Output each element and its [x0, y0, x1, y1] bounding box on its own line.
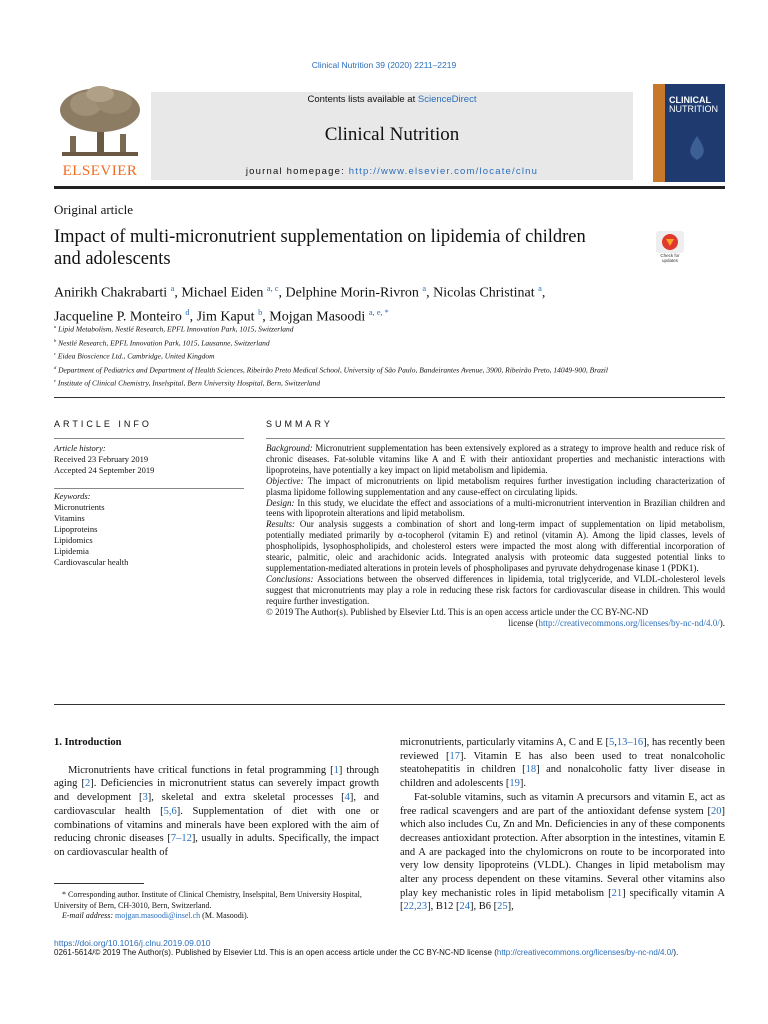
- author-affiliation-marker[interactable]: a, c: [266, 284, 279, 293]
- paragraph-text: ], B12 [: [427, 901, 460, 913]
- paragraph-text: Micronutrients have critical functions in fetal programming [: [68, 764, 334, 776]
- reference-link[interactable]: 20: [711, 805, 722, 817]
- reference-link[interactable]: 5: [609, 737, 615, 748]
- article-history: [54, 443, 244, 476]
- elsevier-logo[interactable]: [54, 84, 146, 182]
- intro-paragraph: [400, 736, 725, 791]
- intro-paragraph: [54, 764, 379, 860]
- keyword-item: Micronutrients: [54, 502, 105, 512]
- footnote-rule: [54, 883, 144, 884]
- paragraph-text: ], B6 [: [470, 901, 498, 913]
- paragraph-text: ]. Supplementation of diet with one or combinations of vitamins and minerals have been explored with the aim of reducing chronic diseases [: [54, 805, 379, 845]
- divider: [266, 438, 725, 439]
- cover-drop-icon: [653, 84, 725, 182]
- summary-design: Design: In this study, we elucidate the effect and associations of a multi-micronutrient intervention in Brazilian children and teens with lipoprotein alterations and lipid metabolism.: [266, 497, 725, 519]
- elsevier-wordmark: ELSEVIER: [62, 163, 138, 179]
- article-type: Original article: [54, 202, 134, 217]
- paragraph-text: ], and cardiovascular health [: [54, 792, 379, 817]
- keyword-item: Vitamins: [54, 513, 85, 523]
- license-link[interactable]: http://creativecommons.org/licenses/by-nc-nd/4.0/: [538, 617, 720, 628]
- author-affiliation-marker[interactable]: a, e, *: [368, 307, 389, 317]
- paragraph-text: ] and nonalcoholic fatty liver disease in children and adolescents [: [400, 764, 725, 790]
- reference-link[interactable]: 22,23: [403, 901, 428, 913]
- author-name[interactable]: Anirikh Chakrabarti: [54, 285, 168, 301]
- paragraph-text: ], usually in adults. Specifically, the impact on cardiovascular health of: [54, 833, 379, 858]
- paragraph-text: ], skeletal and extra skeletal processes [: [147, 792, 345, 804]
- divider: [54, 438, 244, 439]
- sciencedirect-link[interactable]: ScienceDirect: [417, 94, 477, 105]
- affiliation-item: [54, 362, 694, 376]
- paragraph-text: ] through aging [: [54, 764, 379, 790]
- keyword-item: Lipidomics: [54, 535, 93, 545]
- email-note: E-mail address: mojgan.masoodi@insel.ch (M. Masoodi).: [62, 911, 249, 920]
- author-name[interactable]: Michael Eiden: [181, 285, 264, 301]
- keyword-item: Lipidemia: [54, 546, 89, 556]
- summary-heading: SUMMARY: [266, 419, 333, 429]
- email-link[interactable]: mojgan.masoodi@insel.ch: [115, 911, 201, 920]
- author-list: Anirikh Chakrabarti $^a$, Michael Eiden $^{a, c}$, Delphine Morin-Rivron $^a$, Nicolas Christinat $^a$, Jacqueline P. Monteiro $^d$, Jim Kaput $^b$, Mojgan Masoodi $^{a, e, *}$: [54, 284, 546, 325]
- journal-homepage: journal homepage: http://www.elsevier.com/locate/clnu: [245, 166, 539, 177]
- article-title: Impact of multi-micronutrient supplementation on lipidemia of children and adolescents: [54, 227, 586, 269]
- keyword-item: Lipoproteins: [54, 524, 98, 534]
- reference-link[interactable]: 25: [497, 901, 508, 913]
- paragraph-text: ] which also includes Cu, Zn and Mn. Deficiencies in any of these components decreases antioxidant protection. After absorption in the intestines, vitamin E and A are packaged into the chylomicrons on route to be incorporated into very low density lipoproteins (VLDL). Changes in lipid metabolism may alter any process dependent on these vitamins. Several other vitamins also play key mechanistic roles in lipid metabolism [: [400, 805, 725, 899]
- reference-link[interactable]: 5,6: [163, 805, 177, 817]
- author-name[interactable]: Delphine Morin-Rivron: [285, 285, 419, 301]
- affiliation-item: [54, 321, 694, 335]
- affiliation-item: [54, 348, 694, 362]
- cover-title-line2: NUTRITION: [669, 104, 718, 114]
- issn-license-link[interactable]: http://creativecommons.org/licenses/by-nc-nd/4.0/: [496, 948, 674, 957]
- affiliation-text: Nestlé Research, EPFL Innovation Park, 1015, Lausanne, Switzerland: [58, 338, 270, 347]
- cover-title-line1: CLINICAL: [669, 95, 711, 105]
- doi-link[interactable]: https://doi.org/10.1016/j.clnu.2019.09.010: [54, 938, 211, 948]
- affiliation-text: Institute of Clinical Chemistry, Inselspital, Bern University Hospital, Bern, Switzerland: [57, 378, 321, 388]
- reference-link[interactable]: 7–12: [170, 833, 192, 845]
- paragraph-text: ] specifically vitamin A [: [400, 887, 725, 913]
- reference-link[interactable]: 17: [449, 750, 461, 762]
- tree-icon: [54, 84, 146, 162]
- contents-line: Contents lists available at ScienceDirect: [307, 94, 477, 105]
- affiliation-item: [54, 335, 694, 349]
- affiliation-text: Department of Pediatrics and Department of Health Sciences, Ribeirão Preto Medical School, University of São Paulo, Bandeirantes Avenue, 3900, Ribeirão Preto, 14049-900, Brazil: [58, 365, 608, 374]
- reference-link[interactable]: 18: [525, 764, 537, 776]
- corresponding-footnote: [54, 890, 379, 922]
- affiliation-text: Eidea Bioscience Ltd., Cambridge, United Kingdom: [57, 351, 215, 361]
- author-affiliation-marker[interactable]: a: [422, 284, 427, 293]
- journal-masthead: [54, 84, 725, 187]
- journal-homepage-link[interactable]: http://www.elsevier.com/locate/clnu: [348, 166, 539, 177]
- divider: [54, 704, 725, 705]
- affiliation-key: d: [54, 364, 57, 370]
- check-for-updates-badge[interactable]: [652, 231, 688, 267]
- affiliation-text: Lipid Metabolism, Nestlé Research, EPFL Innovation Park, 1015, Switzerland: [58, 324, 294, 334]
- section-heading-introduction: 1. Introduction: [54, 737, 122, 748]
- author-affiliation-marker[interactable]: a: [538, 284, 542, 293]
- body-column-left: [54, 736, 379, 860]
- summary-results: Results: Our analysis suggests a combination of short and long-term impact of supplementation on lipid metabolism, potentially mediated primarily by α-tocopherol (vitamin E) and retinol (vitamin A). Among the lipid classes, levels of phospholipids, lysophospholipids, and cholesterol esters were impacted the most along with differential incorporation of stearic, palmitic, oleic and arachidonic acids. Integrated analysis with proteomic data suggested potential links to supplementation-mediated alterations in protein levels of phospholipases and pyruvate dehydrogenase kinase 1 (PDK1).: [266, 519, 725, 573]
- reference-link[interactable]: 3: [142, 792, 148, 804]
- paragraph-text: ,: [614, 737, 617, 748]
- affiliation-key: c: [54, 351, 56, 356]
- summary-conclusions: Conclusions: Associations between the observed differences in lipidemia, total triglyceride, and VLDL-cholesterol levels suggest that micronutrients may play a role in reducing these risk factors for cardiovascular disease in children. This would require further investigation.: [266, 573, 725, 606]
- history-label: Article history:: [54, 443, 106, 453]
- reference-link[interactable]: 13–16: [616, 737, 644, 748]
- corresponding-author-note: * Corresponding author. Institute of Clinical Chemistry, Inselspital, Bern University Hospital, University of Bern, CH-3010, Bern, Switzerland.: [54, 890, 362, 910]
- accepted-date: Accepted 24 September 2019: [54, 465, 155, 475]
- paragraph-text: ], has recently been reviewed [: [400, 737, 725, 762]
- affiliations: [54, 321, 694, 389]
- reference-link[interactable]: 4: [344, 792, 350, 804]
- summary-license: license (http://creativecommons.org/licenses/by-nc-nd/4.0/).: [508, 617, 725, 628]
- journal-banner: [151, 92, 633, 180]
- keywords: [54, 491, 244, 568]
- journal-name: Clinical Nutrition: [324, 124, 460, 145]
- reference-link[interactable]: 21: [611, 887, 623, 899]
- author-name[interactable]: Jacqueline P. Monteiro: [54, 309, 182, 325]
- intro-paragraph: [400, 791, 725, 914]
- paragraph-text: ]. Deficiencies in micronutrient status can severely impact growth and development [: [54, 778, 379, 804]
- check-updates-label: Check for updates: [660, 253, 680, 263]
- paragraph-text: Fat-soluble vitamins, such as vitamin A precursors and vitamin E, act as free radical scavengers and are part of the antioxidant defense system [: [400, 791, 725, 817]
- received-date: Received 23 February 2019: [54, 454, 149, 464]
- paragraph-text: ],: [507, 901, 514, 913]
- masthead-rule: [54, 186, 725, 189]
- divider: [54, 488, 244, 489]
- paragraph-text: micronutrients, particularly vitamins A, C and E [: [400, 737, 610, 748]
- affiliation-key: e: [54, 378, 56, 383]
- affiliation-key: a: [54, 324, 57, 329]
- journal-citation[interactable]: Clinical Nutrition 39 (2020) 2211–2219: [311, 60, 457, 70]
- issn-copyright-line: 0261-5614/© 2019 The Author(s). Published by Elsevier Ltd. This is an open access article under the CC BY-NC-ND license (http://creativecommons.org/licenses/by-nc-nd/4.0/).: [54, 948, 679, 957]
- author-name[interactable]: Mojgan Masoodi: [269, 309, 366, 325]
- divider: [54, 397, 725, 398]
- author-affiliation-marker[interactable]: d: [185, 307, 190, 317]
- reference-link[interactable]: 2: [84, 778, 91, 790]
- paragraph-text: ]. Vitamin E has also been used to treat nonalcoholic steatohepatitis in children [: [400, 750, 725, 776]
- paragraph-text: ].: [519, 778, 526, 790]
- author-name[interactable]: Nicolas Christinat: [433, 285, 535, 301]
- summary-copyright: © 2019 The Author(s). Published by Elsevier Ltd. This is an open access article under the CC BY-NC-ND: [266, 606, 649, 617]
- keywords-label: Keywords:: [54, 491, 91, 501]
- check-updates-icon: [652, 231, 688, 253]
- reference-link[interactable]: 24: [459, 901, 470, 913]
- keyword-item: Cardiovascular health: [54, 557, 129, 567]
- summary-background: Background: Micronutrient supplementation has been extensively explored as a strategy to improve health and reduce risk of chronic diseases. Fat-soluble vitamins like A and E with their antioxidant properties and mechanistic interactions with lipoproteins, have potentially a key impact on lipid metabolism and lipidemia.: [266, 443, 725, 475]
- summary-abstract: [266, 443, 725, 628]
- affiliation-item: [54, 375, 694, 389]
- journal-cover-image[interactable]: [653, 84, 725, 182]
- body-column-right: [400, 736, 725, 914]
- author-affiliation-marker[interactable]: a: [170, 284, 175, 293]
- summary-objective: Objective: The impact of micronutrients on lipid metabolism requires further investigation including characterization of plasma lipidome following supplementation and any cause-effect on circulating lipids.: [266, 475, 725, 497]
- author-affiliation-marker[interactable]: b: [258, 307, 263, 317]
- reference-link[interactable]: 19: [509, 778, 520, 790]
- article-info-heading: ARTICLE INFO: [54, 419, 152, 429]
- reference-link[interactable]: 1: [333, 764, 339, 776]
- author-name[interactable]: Jim Kaput: [196, 309, 255, 325]
- affiliation-key: b: [54, 337, 57, 343]
